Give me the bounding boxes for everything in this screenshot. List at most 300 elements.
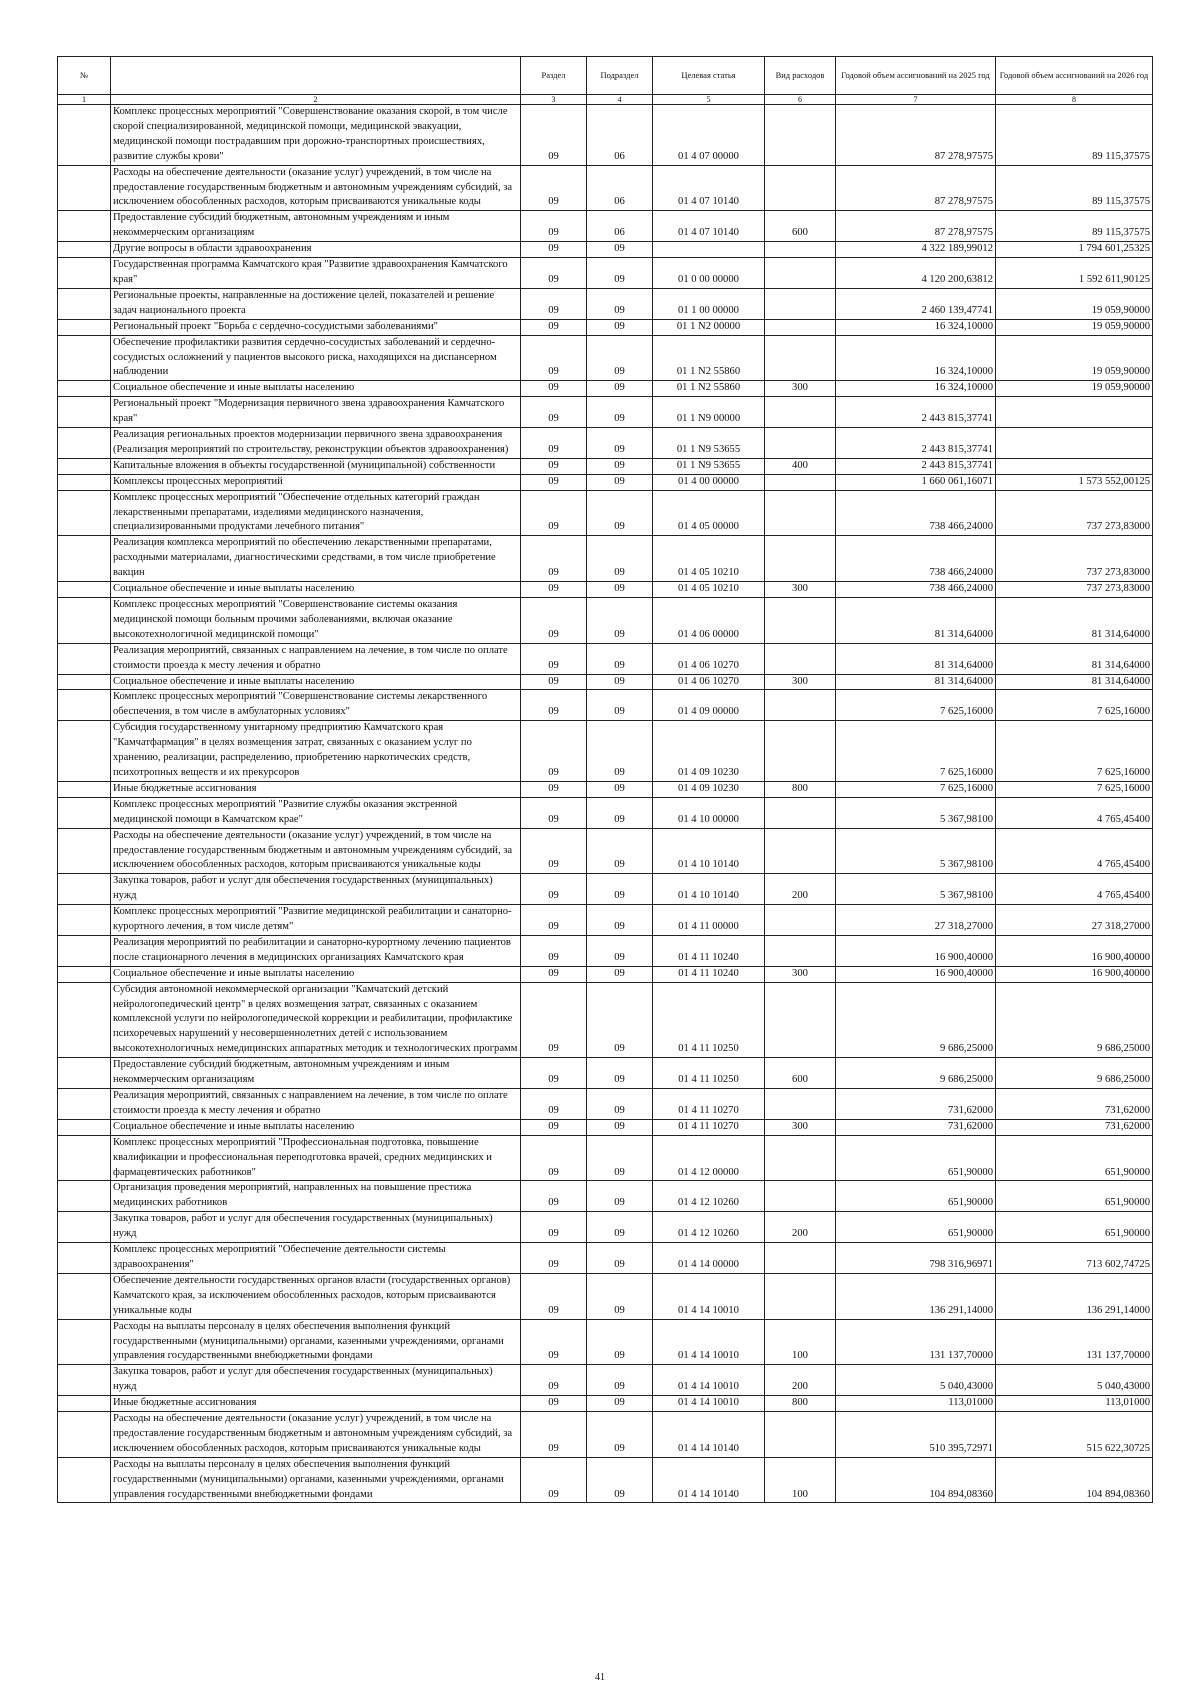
row-target-cell: 01 4 06 10270 (653, 674, 765, 690)
row-podrazdel-cell: 09 (587, 1212, 653, 1243)
row-razdel-cell: 09 (521, 536, 587, 582)
row-razdel-cell: 09 (521, 797, 587, 828)
row-name-cell: Субсидия государственному унитарному предприятию Камчатского края "Камчатфармация" в целях возмещения затрат, связанных с оказанием услуг по хранению, реализации, распределению, приобретению наркотических средств, психотропных веществ и их прекурсоров (111, 721, 521, 782)
table-row (58, 1243, 1153, 1274)
row-vid-cell: 300 (765, 1119, 836, 1135)
row-2025-cell: 738 466,24000 (836, 582, 996, 598)
table-row (58, 536, 1153, 582)
row-target-cell: 01 4 14 10010 (653, 1396, 765, 1412)
row-name-cell: Закупка товаров, работ и услуг для обеспечения государственных (муниципальных) нужд (111, 874, 521, 905)
row-2026-cell: 1 573 552,00125 (996, 474, 1153, 490)
row-target-cell: 01 4 09 10230 (653, 781, 765, 797)
row-target-cell: 01 4 05 00000 (653, 490, 765, 536)
row-vid-cell: 200 (765, 1365, 836, 1396)
row-podrazdel-cell: 09 (587, 242, 653, 258)
table-row (58, 1135, 1153, 1181)
row-name-cell: Комплекс процессных мероприятий "Профессиональная подготовка, повышение квалификации и профессиональная переподготовка врачей, средних медицинских и фармацевтических работников" (111, 1135, 521, 1181)
row-number-cell (58, 428, 111, 459)
row-name-cell: Государственная программа Камчатского края "Развитие здравоохранения Камчатского края" (111, 258, 521, 289)
row-2025-cell: 87 278,97575 (836, 165, 996, 211)
row-podrazdel-cell: 09 (587, 982, 653, 1058)
row-razdel-cell: 09 (521, 242, 587, 258)
row-podrazdel-cell: 09 (587, 458, 653, 474)
row-2026-cell: 7 625,16000 (996, 721, 1153, 782)
row-target-cell: 01 4 05 10210 (653, 582, 765, 598)
row-name-cell: Организация проведения мероприятий, направленных на повышение престижа медицинских работников (111, 1181, 521, 1212)
row-2025-cell: 731,62000 (836, 1089, 996, 1120)
table-row (58, 982, 1153, 1058)
row-podrazdel-cell: 09 (587, 1273, 653, 1319)
row-2026-cell: 113,01000 (996, 1396, 1153, 1412)
row-name-cell: Расходы на выплаты персоналу в целях обеспечения выполнения функций государственными (муниципальными) органами, казенными учреждениями, органами управления государственными внебюджетными фондами (111, 1457, 521, 1503)
row-number-cell (58, 797, 111, 828)
row-razdel-cell: 09 (521, 1135, 587, 1181)
row-target-cell: 01 1 N9 00000 (653, 397, 765, 428)
row-number-cell (58, 1089, 111, 1120)
row-podrazdel-cell: 09 (587, 966, 653, 982)
table-row (58, 105, 1153, 166)
row-razdel-cell: 09 (521, 335, 587, 381)
row-2026-cell: 19 059,90000 (996, 319, 1153, 335)
row-razdel-cell: 09 (521, 721, 587, 782)
row-2026-cell: 19 059,90000 (996, 335, 1153, 381)
row-number-cell (58, 1457, 111, 1503)
row-name-cell: Субсидия автономной некоммерческой организации "Камчатский детский нейрологопедический центр" в целях возмещения затрат, связанных с оказанием комплексной услуги по нейрологопедической коррекции и реабилитации, профилактике психоречевых нарушений у несовершеннолетних детей с использованием высокотехнологичных немедицинских аппаратных методик и технологических программ (111, 982, 521, 1058)
row-vid-cell: 100 (765, 1319, 836, 1365)
row-podrazdel-cell: 06 (587, 211, 653, 242)
row-2025-cell: 798 316,96971 (836, 1243, 996, 1274)
row-2026-cell: 4 765,45400 (996, 797, 1153, 828)
column-number-row (58, 95, 1153, 105)
table-row (58, 211, 1153, 242)
table-row (58, 288, 1153, 319)
row-number-cell (58, 1396, 111, 1412)
row-target-cell: 01 4 07 10140 (653, 165, 765, 211)
column-number: 5 (653, 95, 765, 105)
row-podrazdel-cell: 09 (587, 1058, 653, 1089)
row-name-cell: Комплекс процессных мероприятий "Обеспечение отдельных категорий граждан лекарственными препаратами, изделиями медицинского назначения, специализированными продуктами лечебного питания" (111, 490, 521, 536)
row-target-cell: 01 4 14 10140 (653, 1412, 765, 1458)
row-vid-cell (765, 905, 836, 936)
row-2026-cell: 89 115,37575 (996, 165, 1153, 211)
row-number-cell (58, 1058, 111, 1089)
row-name-cell: Предоставление субсидий бюджетным, автономным учреждениям и иным некоммерческим организациям (111, 211, 521, 242)
row-razdel-cell: 09 (521, 598, 587, 644)
row-vid-cell (765, 935, 836, 966)
row-number-cell (58, 458, 111, 474)
table-row (58, 935, 1153, 966)
row-razdel-cell: 09 (521, 1058, 587, 1089)
row-target-cell: 01 1 N9 53655 (653, 428, 765, 459)
row-razdel-cell: 09 (521, 165, 587, 211)
row-number-cell (58, 335, 111, 381)
row-vid-cell: 300 (765, 381, 836, 397)
row-podrazdel-cell: 09 (587, 582, 653, 598)
row-2025-cell: 87 278,97575 (836, 211, 996, 242)
row-number-cell (58, 242, 111, 258)
row-2026-cell: 737 273,83000 (996, 582, 1153, 598)
row-razdel-cell: 09 (521, 105, 587, 166)
row-2026-cell: 1 794 601,25325 (996, 242, 1153, 258)
row-2025-cell: 113,01000 (836, 1396, 996, 1412)
row-target-cell: 01 4 11 00000 (653, 905, 765, 936)
row-name-cell: Комплекс процессных мероприятий "Совершенствование системы оказания медицинской помощи больным прочими заболеваниями, включая оказание высокотехнологичной медицинской помощи" (111, 598, 521, 644)
row-podrazdel-cell: 09 (587, 335, 653, 381)
row-podrazdel-cell: 09 (587, 1365, 653, 1396)
row-podrazdel-cell: 09 (587, 1243, 653, 1274)
row-number-cell (58, 935, 111, 966)
row-vid-cell (765, 982, 836, 1058)
row-razdel-cell: 09 (521, 905, 587, 936)
row-vid-cell (765, 165, 836, 211)
row-razdel-cell: 09 (521, 1181, 587, 1212)
row-vid-cell (765, 288, 836, 319)
row-2025-cell: 731,62000 (836, 1119, 996, 1135)
table-row (58, 428, 1153, 459)
row-2025-cell: 2 443 815,37741 (836, 428, 996, 459)
row-2026-cell: 104 894,08360 (996, 1457, 1153, 1503)
row-2025-cell: 738 466,24000 (836, 536, 996, 582)
table-header-row (58, 57, 1153, 95)
row-podrazdel-cell: 09 (587, 474, 653, 490)
row-2026-cell: 4 765,45400 (996, 874, 1153, 905)
row-number-cell (58, 536, 111, 582)
row-vid-cell: 200 (765, 1212, 836, 1243)
table-row (58, 721, 1153, 782)
row-number-cell (58, 490, 111, 536)
table-row (58, 458, 1153, 474)
row-vid-cell (765, 258, 836, 289)
row-name-cell: Реализация комплекса мероприятий по обеспечению лекарственными препаратами, расходными материалами, диагностическими средствами, в том числе приобретение вакцин (111, 536, 521, 582)
row-razdel-cell: 09 (521, 1273, 587, 1319)
row-2026-cell: 89 115,37575 (996, 105, 1153, 166)
row-2025-cell: 4 120 200,63812 (836, 258, 996, 289)
row-number-cell (58, 1273, 111, 1319)
row-2026-cell: 131 137,70000 (996, 1319, 1153, 1365)
row-target-cell (653, 242, 765, 258)
row-target-cell: 01 0 00 00000 (653, 258, 765, 289)
row-podrazdel-cell: 09 (587, 1412, 653, 1458)
row-target-cell: 01 4 11 10250 (653, 1058, 765, 1089)
header-name (111, 57, 521, 95)
row-name-cell: Реализация мероприятий по реабилитации и санаторно-курортному лечению пациентов после стационарного лечения в медицинских организациях Камчатского края (111, 935, 521, 966)
row-number-cell (58, 1135, 111, 1181)
table-row (58, 1396, 1153, 1412)
row-vid-cell: 400 (765, 458, 836, 474)
row-target-cell: 01 1 00 00000 (653, 288, 765, 319)
row-number-cell (58, 105, 111, 166)
row-number-cell (58, 966, 111, 982)
row-number-cell (58, 905, 111, 936)
row-vid-cell (765, 536, 836, 582)
row-name-cell: Обеспечение деятельности государственных органов власти (государственных органов) Камчатского края, за исключением обособленных расходов, которым присваиваются уникальные коды (111, 1273, 521, 1319)
row-podrazdel-cell: 09 (587, 397, 653, 428)
row-target-cell: 01 1 N2 55860 (653, 335, 765, 381)
row-target-cell: 01 4 10 10140 (653, 874, 765, 905)
table-row (58, 690, 1153, 721)
row-2025-cell: 2 460 139,47741 (836, 288, 996, 319)
row-razdel-cell: 09 (521, 643, 587, 674)
row-2026-cell: 651,90000 (996, 1212, 1153, 1243)
row-podrazdel-cell: 09 (587, 1119, 653, 1135)
row-number-cell (58, 258, 111, 289)
row-2025-cell: 16 324,10000 (836, 319, 996, 335)
row-number-cell (58, 1412, 111, 1458)
row-2025-cell: 651,90000 (836, 1181, 996, 1212)
row-2025-cell: 81 314,64000 (836, 598, 996, 644)
row-podrazdel-cell: 09 (587, 1319, 653, 1365)
row-podrazdel-cell: 09 (587, 674, 653, 690)
row-target-cell: 01 4 12 10260 (653, 1212, 765, 1243)
row-podrazdel-cell: 09 (587, 258, 653, 289)
table-row (58, 582, 1153, 598)
row-vid-cell (765, 598, 836, 644)
row-name-cell: Комплекс процессных мероприятий "Развитие медицинской реабилитации и санаторно-курортного лечения, в том числе детям" (111, 905, 521, 936)
row-name-cell: Капитальные вложения в объекты государственной (муниципальной) собственности (111, 458, 521, 474)
row-vid-cell: 800 (765, 781, 836, 797)
row-target-cell: 01 4 05 10210 (653, 536, 765, 582)
row-2026-cell: 27 318,27000 (996, 905, 1153, 936)
row-razdel-cell: 09 (521, 397, 587, 428)
row-podrazdel-cell: 09 (587, 1089, 653, 1120)
table-row (58, 1089, 1153, 1120)
row-vid-cell: 100 (765, 1457, 836, 1503)
row-target-cell: 01 4 07 00000 (653, 105, 765, 166)
row-2026-cell (996, 397, 1153, 428)
row-number-cell (58, 211, 111, 242)
table-row (58, 1412, 1153, 1458)
row-2026-cell (996, 428, 1153, 459)
row-razdel-cell: 09 (521, 1412, 587, 1458)
row-name-cell: Комплексы процессных мероприятий (111, 474, 521, 490)
row-razdel-cell: 09 (521, 288, 587, 319)
row-2025-cell: 16 324,10000 (836, 335, 996, 381)
header-2026: Годовой объем ассигнований на 2026 год (996, 57, 1153, 95)
row-name-cell: Закупка товаров, работ и услуг для обеспечения государственных (муниципальных) нужд (111, 1365, 521, 1396)
row-number-cell (58, 474, 111, 490)
row-name-cell: Закупка товаров, работ и услуг для обеспечения государственных (муниципальных) нужд (111, 1212, 521, 1243)
row-2026-cell: 81 314,64000 (996, 674, 1153, 690)
row-target-cell: 01 4 00 00000 (653, 474, 765, 490)
row-2025-cell: 5 367,98100 (836, 797, 996, 828)
row-razdel-cell: 09 (521, 674, 587, 690)
row-number-cell (58, 690, 111, 721)
row-2026-cell: 136 291,14000 (996, 1273, 1153, 1319)
table-row (58, 874, 1153, 905)
table-row (58, 1181, 1153, 1212)
row-2026-cell: 731,62000 (996, 1119, 1153, 1135)
row-2025-cell: 9 686,25000 (836, 982, 996, 1058)
row-2025-cell: 5 367,98100 (836, 828, 996, 874)
row-name-cell: Обеспечение профилактики развития сердечно-сосудистых заболеваний и сердечно-сосудистых осложнений у пациентов высокого риска, находящихся на диспансерном наблюдении (111, 335, 521, 381)
row-2026-cell: 89 115,37575 (996, 211, 1153, 242)
row-2025-cell: 7 625,16000 (836, 690, 996, 721)
row-2025-cell: 7 625,16000 (836, 721, 996, 782)
column-number: 2 (111, 95, 521, 105)
budget-table (57, 56, 1153, 1503)
row-2026-cell: 9 686,25000 (996, 1058, 1153, 1089)
row-2025-cell: 81 314,64000 (836, 674, 996, 690)
row-name-cell: Расходы на обеспечение деятельности (оказание услуг) учреждений, в том числе на предоставление государственным бюджетным и автономным учреждениям субсидий, за исключением обособленных расходов, которым присваиваются уникальные коды (111, 1412, 521, 1458)
row-razdel-cell: 09 (521, 1319, 587, 1365)
row-number-cell (58, 1212, 111, 1243)
row-podrazdel-cell: 09 (587, 490, 653, 536)
table-row (58, 781, 1153, 797)
row-target-cell: 01 1 N2 55860 (653, 381, 765, 397)
row-razdel-cell: 09 (521, 1365, 587, 1396)
row-razdel-cell: 09 (521, 458, 587, 474)
row-target-cell: 01 4 14 10010 (653, 1365, 765, 1396)
row-vid-cell (765, 474, 836, 490)
row-razdel-cell: 09 (521, 474, 587, 490)
row-name-cell: Расходы на обеспечение деятельности (оказание услуг) учреждений, в том числе на предоставление государственным бюджетным и автономным учреждениям субсидий, за исключением обособленных расходов, которым присваиваются уникальные коды (111, 165, 521, 211)
row-2025-cell: 510 395,72971 (836, 1412, 996, 1458)
row-target-cell: 01 4 06 10270 (653, 643, 765, 674)
row-number-cell (58, 674, 111, 690)
row-vid-cell: 300 (765, 582, 836, 598)
row-name-cell: Социальное обеспечение и иные выплаты населению (111, 966, 521, 982)
row-name-cell: Комплекс процессных мероприятий "Обеспечение деятельности системы здравоохранения" (111, 1243, 521, 1274)
row-name-cell: Реализация мероприятий, связанных с направлением на лечение, в том числе по оплате стоимости проезда к месту лечения и обратно (111, 643, 521, 674)
row-2025-cell: 87 278,97575 (836, 105, 996, 166)
row-2026-cell: 731,62000 (996, 1089, 1153, 1120)
row-number-cell (58, 874, 111, 905)
column-number: 7 (836, 95, 996, 105)
row-podrazdel-cell: 09 (587, 1135, 653, 1181)
table-row (58, 474, 1153, 490)
row-2025-cell: 16 900,40000 (836, 935, 996, 966)
row-podrazdel-cell: 09 (587, 381, 653, 397)
row-podrazdel-cell: 09 (587, 598, 653, 644)
row-target-cell: 01 4 10 10140 (653, 828, 765, 874)
row-target-cell: 01 4 07 10140 (653, 211, 765, 242)
row-name-cell: Реализация региональных проектов модернизации первичного звена здравоохранения (Реализация мероприятий по строительству, реконструкции объектов здравоохранения) (111, 428, 521, 459)
row-podrazdel-cell: 09 (587, 781, 653, 797)
table-row (58, 490, 1153, 536)
row-name-cell: Региональные проекты, направленные на достижение целей, показателей и решение задач национального проекта (111, 288, 521, 319)
row-podrazdel-cell: 09 (587, 536, 653, 582)
row-razdel-cell: 09 (521, 1089, 587, 1120)
row-podrazdel-cell: 09 (587, 721, 653, 782)
header-podrazdel: Подраздел (587, 57, 653, 95)
row-2025-cell: 131 137,70000 (836, 1319, 996, 1365)
table-row (58, 397, 1153, 428)
row-number-cell (58, 381, 111, 397)
row-podrazdel-cell: 09 (587, 643, 653, 674)
table-row (58, 598, 1153, 644)
row-razdel-cell: 09 (521, 582, 587, 598)
row-vid-cell (765, 1273, 836, 1319)
row-2025-cell: 651,90000 (836, 1212, 996, 1243)
row-name-cell: Региональный проект "Модернизация первичного звена здравоохранения Камчатского края" (111, 397, 521, 428)
row-vid-cell (765, 643, 836, 674)
column-number: 8 (996, 95, 1153, 105)
row-2025-cell: 81 314,64000 (836, 643, 996, 674)
row-vid-cell (765, 428, 836, 459)
row-name-cell: Социальное обеспечение и иные выплаты населению (111, 381, 521, 397)
row-razdel-cell: 09 (521, 319, 587, 335)
row-name-cell: Комплекс процессных мероприятий "Совершенствование системы лекарственного обеспечения, в том числе в амбулаторных условиях" (111, 690, 521, 721)
row-name-cell: Другие вопросы в области здравоохранения (111, 242, 521, 258)
row-target-cell: 01 4 09 00000 (653, 690, 765, 721)
table-body (58, 105, 1153, 1503)
row-2026-cell: 5 040,43000 (996, 1365, 1153, 1396)
row-podrazdel-cell: 09 (587, 905, 653, 936)
row-2025-cell: 104 894,08360 (836, 1457, 996, 1503)
row-2025-cell: 16 324,10000 (836, 381, 996, 397)
row-podrazdel-cell: 09 (587, 1457, 653, 1503)
header-razdel: Раздел (521, 57, 587, 95)
row-podrazdel-cell: 09 (587, 828, 653, 874)
row-target-cell: 01 4 06 00000 (653, 598, 765, 644)
row-vid-cell (765, 490, 836, 536)
row-name-cell: Реализация мероприятий, связанных с направлением на лечение, в том числе по оплате стоимости проезда к месту лечения и обратно (111, 1089, 521, 1120)
row-target-cell: 01 1 N2 00000 (653, 319, 765, 335)
row-2026-cell: 713 602,74725 (996, 1243, 1153, 1274)
row-2025-cell: 16 900,40000 (836, 966, 996, 982)
row-vid-cell (765, 1243, 836, 1274)
row-target-cell: 01 4 12 10260 (653, 1181, 765, 1212)
table-row (58, 242, 1153, 258)
row-vid-cell: 600 (765, 211, 836, 242)
row-razdel-cell: 09 (521, 1119, 587, 1135)
row-vid-cell (765, 105, 836, 166)
row-podrazdel-cell: 09 (587, 319, 653, 335)
row-number-cell (58, 1243, 111, 1274)
row-podrazdel-cell: 09 (587, 690, 653, 721)
row-podrazdel-cell: 09 (587, 874, 653, 905)
row-name-cell: Предоставление субсидий бюджетным, автономным учреждениям и иным некоммерческим организациям (111, 1058, 521, 1089)
row-vid-cell (765, 797, 836, 828)
row-name-cell: Расходы на обеспечение деятельности (оказание услуг) учреждений, в том числе на предоставление государственным бюджетным и автономным учреждениям субсидий, за исключением обособленных расходов, которым присваиваются уникальные коды (111, 828, 521, 874)
column-number: 1 (58, 95, 111, 105)
row-2026-cell: 737 273,83000 (996, 490, 1153, 536)
row-name-cell: Региональный проект "Борьба с сердечно-сосудистыми заболеваниями" (111, 319, 521, 335)
column-number: 3 (521, 95, 587, 105)
row-2026-cell: 515 622,30725 (996, 1412, 1153, 1458)
row-2026-cell: 19 059,90000 (996, 381, 1153, 397)
row-vid-cell (765, 242, 836, 258)
row-2025-cell: 738 466,24000 (836, 490, 996, 536)
row-target-cell: 01 4 09 10230 (653, 721, 765, 782)
row-vid-cell (765, 319, 836, 335)
row-target-cell: 01 4 11 10240 (653, 966, 765, 982)
row-2025-cell: 5 367,98100 (836, 874, 996, 905)
row-2026-cell (996, 458, 1153, 474)
row-target-cell: 01 1 N9 53655 (653, 458, 765, 474)
row-number-cell (58, 582, 111, 598)
row-number-cell (58, 1365, 111, 1396)
row-vid-cell (765, 1181, 836, 1212)
table-row (58, 1119, 1153, 1135)
table-row (58, 797, 1153, 828)
row-2025-cell: 651,90000 (836, 1135, 996, 1181)
row-2025-cell: 1 660 061,16071 (836, 474, 996, 490)
row-razdel-cell: 09 (521, 211, 587, 242)
row-number-cell (58, 781, 111, 797)
row-target-cell: 01 4 14 10010 (653, 1273, 765, 1319)
row-vid-cell (765, 1412, 836, 1458)
row-razdel-cell: 09 (521, 966, 587, 982)
table-row (58, 966, 1153, 982)
row-name-cell: Комплекс процессных мероприятий "Развитие службы оказания экстренной медицинской помощи в Камчатском крае" (111, 797, 521, 828)
row-razdel-cell: 09 (521, 258, 587, 289)
row-2026-cell: 81 314,64000 (996, 643, 1153, 674)
row-2026-cell: 19 059,90000 (996, 288, 1153, 319)
page-number: 41 (595, 1672, 605, 1683)
row-target-cell: 01 4 14 10140 (653, 1457, 765, 1503)
row-2026-cell: 4 765,45400 (996, 828, 1153, 874)
